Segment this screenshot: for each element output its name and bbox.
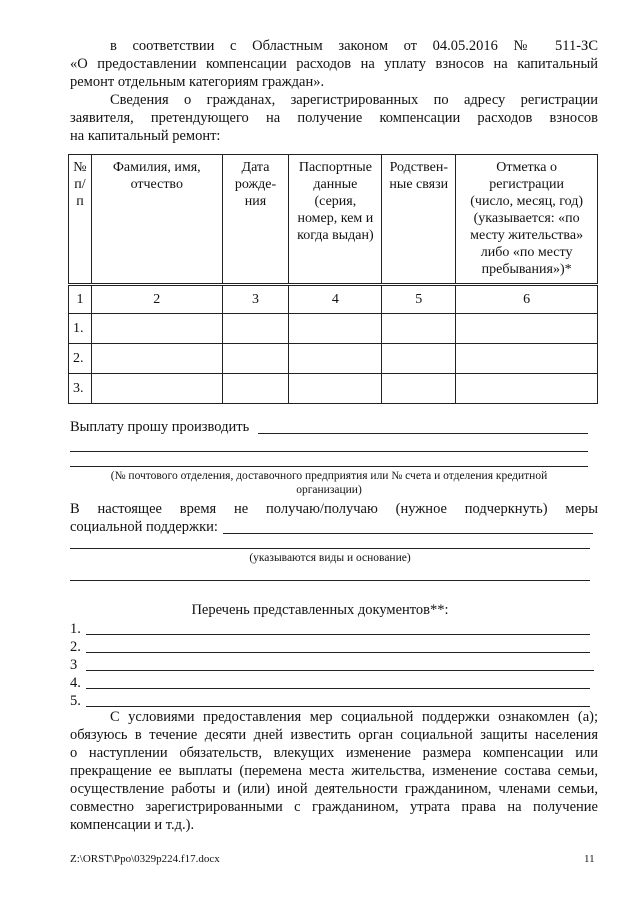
table-cell[interactable]: [91, 314, 222, 344]
conditions-line-5: осуществление работы и (или) иной деятельности гражданином, членами семьи,: [70, 781, 598, 797]
support-input-line[interactable]: [70, 580, 590, 581]
document-input-line[interactable]: [86, 652, 590, 653]
document-item-number: 2.: [70, 639, 81, 655]
conditions-line-4: прекращение ее выплаты (перемена места жительства, изменение состава семьи,: [70, 763, 598, 779]
page-number: 11: [584, 853, 595, 865]
support-line-1: В настоящее время не получаю/получаю (нужное подчеркнуть) меры: [70, 501, 598, 517]
payment-input-line[interactable]: [70, 451, 588, 452]
intro-line-2: «О предоставлении компенсации расходов на уплату взносов на капитальный: [70, 56, 598, 72]
table-cell[interactable]: [382, 344, 456, 374]
row-number: 2.: [69, 344, 92, 374]
table-cell[interactable]: [289, 374, 382, 404]
table-cell[interactable]: [91, 344, 222, 374]
table-cell[interactable]: [382, 314, 456, 344]
conditions-line-7: компенсации и т.д.).: [70, 817, 195, 833]
support-input-line[interactable]: [70, 548, 590, 549]
table-cell[interactable]: [456, 314, 598, 344]
row-number: 3.: [69, 374, 92, 404]
table-cell[interactable]: [289, 314, 382, 344]
file-path: Z:\ORST\Ppo\0329p224.f17.docx: [70, 853, 220, 865]
table-cell[interactable]: [456, 374, 598, 404]
documents-title: Перечень представленных документов**:: [191, 602, 449, 618]
header-registration: Отметка о регистрации (число, месяц, год) (указывается: «по месту жительства» либо «по месту пребывания»)*: [456, 155, 598, 285]
table-header-row: [69, 155, 598, 285]
document-item-number: 3: [70, 657, 78, 673]
column-number: 3: [222, 285, 289, 314]
citizens-table: [68, 154, 598, 404]
intro-line-3: ремонт отдельным категориям граждан».: [70, 74, 325, 90]
intro-line-1: в соответствии с Областным законом от 04.05.2016 № 511-ЗС: [110, 38, 598, 54]
table-cell[interactable]: [456, 344, 598, 374]
column-number: 6: [456, 285, 598, 314]
column-number: 4: [289, 285, 382, 314]
document-input-line[interactable]: [86, 688, 590, 689]
document-item-number: 4.: [70, 675, 81, 691]
conditions-line-3: о наступлении обязательств, влекущих изменение размера компенсации или: [70, 745, 598, 761]
table-cell[interactable]: [289, 344, 382, 374]
intro-line-4: Сведения о гражданах, зарегистрированных по адресу регистрации: [110, 92, 598, 108]
table-cell[interactable]: [222, 344, 289, 374]
column-number-row: [69, 285, 598, 314]
column-number: 2: [91, 285, 222, 314]
payment-input-line[interactable]: [70, 466, 588, 467]
payment-label: Выплату прошу производить: [70, 419, 250, 435]
table-cell[interactable]: [222, 314, 289, 344]
conditions-line-1: С условиями предоставления мер социальной поддержки ознакомлен (а);: [110, 709, 598, 725]
header-relation: Родствен- ные связи: [382, 155, 456, 285]
column-number: 1: [69, 285, 92, 314]
header-passport: Паспортные данные (серия, номер, кем и когда выдан): [289, 155, 382, 285]
document-input-line[interactable]: [86, 706, 590, 707]
header-number: № п/п: [69, 155, 92, 285]
table-row: [69, 344, 598, 374]
support-note: (указываются виды и основание): [249, 552, 411, 564]
document-input-line[interactable]: [86, 670, 594, 671]
support-line-2: социальной поддержки:: [70, 519, 218, 535]
conditions-line-6: совместно зарегистрированными с гражданином, утрата права на получение: [70, 799, 598, 815]
conditions-line-2: обязуюсь в течение десяти дней известить орган социальной защиты населения: [70, 727, 598, 743]
table-row: [69, 374, 598, 404]
support-input-line[interactable]: [223, 533, 593, 534]
payment-note: (№ почтового отделения, доставочного предприятия или № счета и отделения кредитной организации): [110, 470, 548, 496]
table-cell[interactable]: [382, 374, 456, 404]
document-item-number: 5.: [70, 693, 81, 709]
table-cell[interactable]: [91, 374, 222, 404]
header-full-name: Фамилия, имя, отчество: [91, 155, 222, 285]
intro-line-6: на капитальный ремонт:: [70, 128, 221, 144]
intro-line-5: заявителя, претендующего на получение компенсации расходов взносов: [70, 110, 598, 126]
table-cell[interactable]: [222, 374, 289, 404]
document-item-number: 1.: [70, 621, 81, 637]
table-row: [69, 314, 598, 344]
row-number: 1.: [69, 314, 92, 344]
payment-input-line[interactable]: [258, 433, 588, 434]
column-number: 5: [382, 285, 456, 314]
document-input-line[interactable]: [86, 634, 590, 635]
header-birth-date: Дата рожде- ния: [222, 155, 289, 285]
